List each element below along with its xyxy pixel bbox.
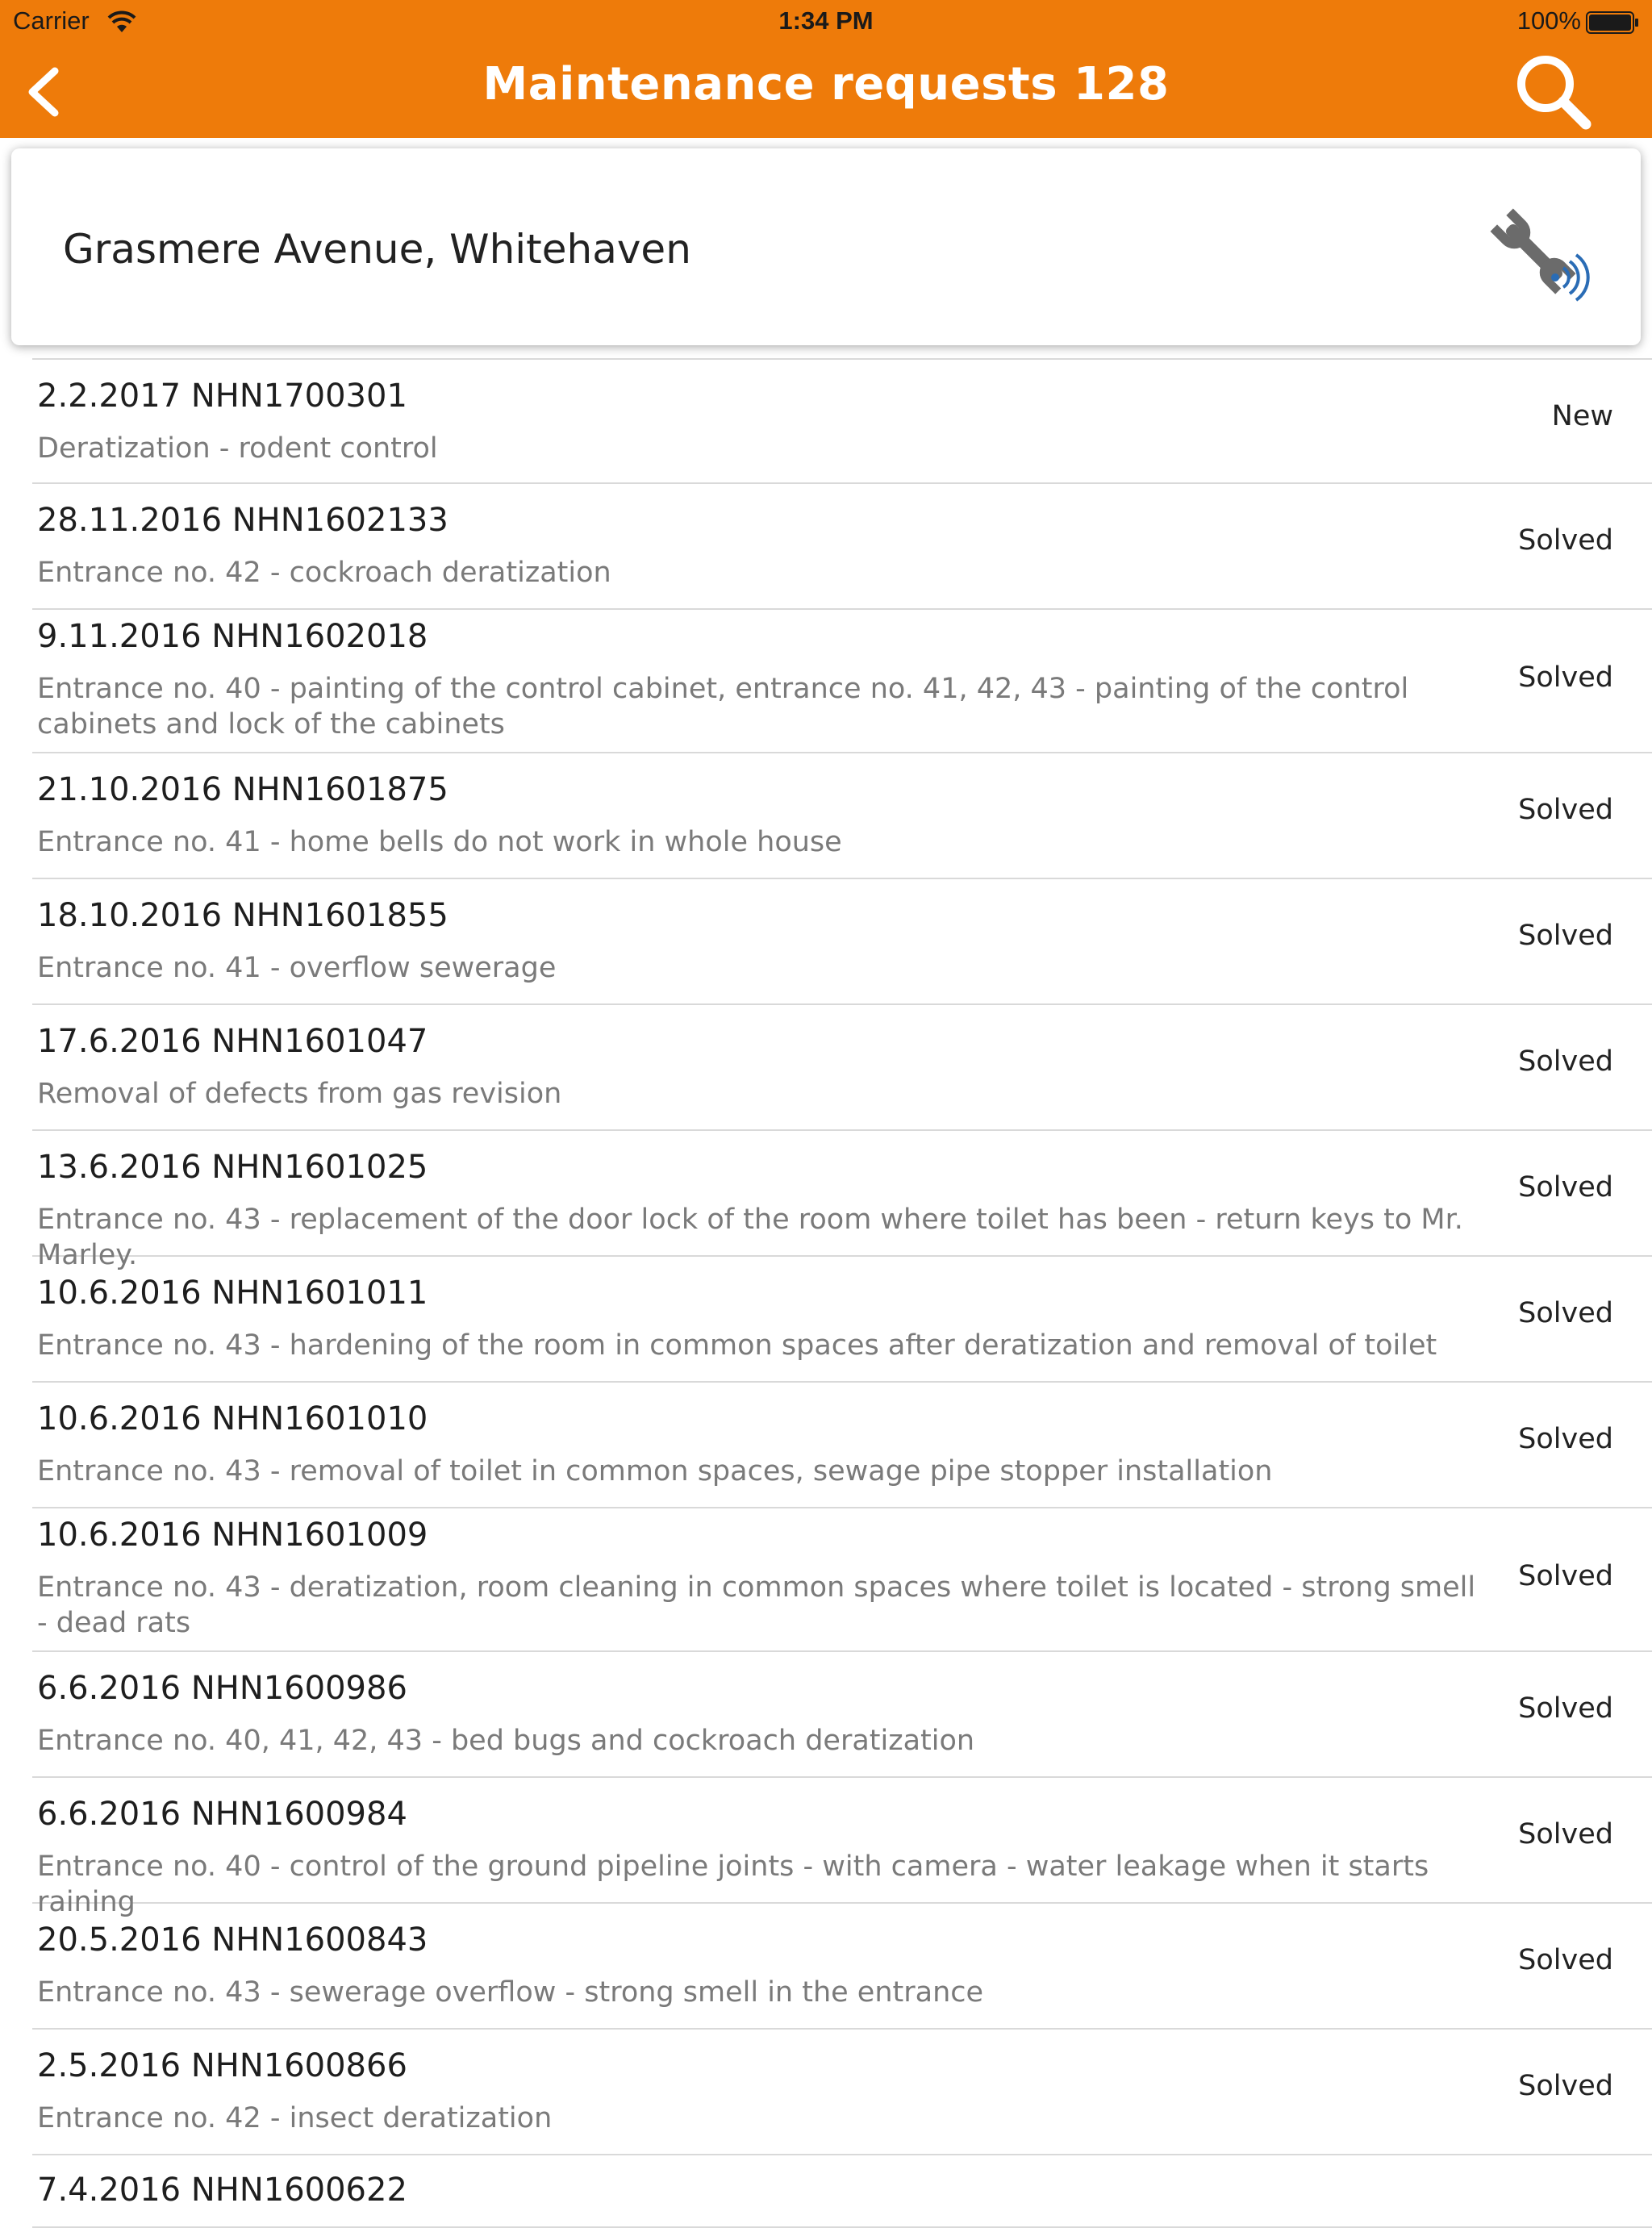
- request-description: Entrance no. 42 - insect deratization: [37, 2102, 553, 2134]
- request-description: Entrance no. 43 - hardening of the room in common spaces after deratization and removal of toilet: [37, 1329, 1437, 1362]
- list-item[interactable]: [32, 484, 1652, 610]
- request-title: 10.6.2016 NHN1601010: [37, 1400, 428, 1437]
- status-label: Solved: [1518, 661, 1613, 694]
- status-label: Solved: [1518, 1171, 1613, 1204]
- list-item[interactable]: [32, 1778, 1652, 1918]
- list-item[interactable]: [32, 1257, 1652, 1383]
- request-description: Entrance no. 41 - overflow sewerage: [37, 952, 557, 984]
- battery-percentage: 100%: [1516, 6, 1581, 35]
- request-title: 18.10.2016 NHN1601855: [37, 897, 448, 934]
- request-title: 21.10.2016 NHN1601875: [37, 771, 448, 808]
- page-title: Maintenance requests 128: [482, 58, 1170, 111]
- request-title: 9.11.2016 NHN1602018: [37, 618, 428, 655]
- request-title: 28.11.2016 NHN1602133: [37, 502, 448, 539]
- request-title: 6.6.2016 NHN1600986: [37, 1670, 407, 1707]
- status-bar: [0, 0, 1652, 45]
- status-label: Solved: [1518, 1818, 1613, 1850]
- request-description: Entrance no. 40, 41, 42, 43 - bed bugs and cockroach deratization: [37, 1725, 975, 1757]
- navigation-bar: [0, 45, 1652, 138]
- status-label: Solved: [1518, 524, 1613, 557]
- request-title: 17.6.2016 NHN1601047: [37, 1023, 428, 1060]
- list-item[interactable]: [32, 1508, 1652, 1652]
- address-card[interactable]: [11, 148, 1641, 345]
- list-item[interactable]: [32, 879, 1652, 1005]
- request-description: Removal of defects from gas revision: [37, 1078, 562, 1110]
- request-description: Entrance no. 43 - sewerage overflow - strong smell in the entrance: [37, 1976, 984, 2009]
- list-item[interactable]: [32, 1131, 1652, 1271]
- status-label: Solved: [1518, 1045, 1613, 1078]
- status-label: Solved: [1518, 794, 1613, 826]
- request-title: 2.5.2016 NHN1600866: [37, 2047, 407, 2084]
- request-description: Entrance no. 41 - home bells do not work in whole house: [37, 826, 842, 858]
- carrier-label: Carrier: [13, 6, 90, 35]
- list-item[interactable]: [32, 358, 1652, 484]
- list-item[interactable]: [32, 2030, 1652, 2155]
- request-title: 10.6.2016 NHN1601011: [37, 1275, 428, 1312]
- list-item[interactable]: [32, 1383, 1652, 1508]
- request-description: Entrance no. 40 - painting of the control cabinet, entrance no. 41, 42, 43 - painting of the control cabinets and lock of the cabinets: [37, 673, 1409, 741]
- list-item[interactable]: [32, 753, 1652, 879]
- list-item[interactable]: [32, 610, 1652, 753]
- request-title: 2.2.2017 NHN1700301: [37, 378, 407, 415]
- address-label: Grasmere Avenue, Whitehaven: [63, 226, 691, 273]
- status-label: Solved: [1518, 1560, 1613, 1592]
- request-description: Entrance no. 42 - cockroach deratization: [37, 557, 611, 589]
- list-item[interactable]: [32, 1005, 1652, 1131]
- request-title: 6.6.2016 NHN1600984: [37, 1796, 407, 1833]
- status-label: Solved: [1518, 1944, 1613, 1976]
- wrench-wireless-icon[interactable]: [1486, 200, 1591, 305]
- status-label: Solved: [1518, 2070, 1613, 2102]
- status-label: Solved: [1518, 920, 1613, 952]
- clock: 1:34 PM: [778, 6, 874, 35]
- request-description: Entrance no. 43 - removal of toilet in common spaces, sewage pipe stopper installation: [37, 1455, 1273, 1487]
- request-title: 20.5.2016 NHN1600843: [37, 1921, 428, 1959]
- list-item[interactable]: [32, 1652, 1652, 1778]
- status-label: Solved: [1518, 1297, 1613, 1329]
- request-description: Deratization - rodent control: [37, 432, 438, 465]
- list-item[interactable]: [32, 2155, 1652, 2228]
- request-title: 10.6.2016 NHN1601009: [37, 1517, 428, 1554]
- battery-icon: [1586, 11, 1639, 34]
- status-label: New: [1551, 400, 1613, 432]
- request-title: 7.4.2016 NHN1600622: [37, 2172, 407, 2209]
- status-label: Solved: [1518, 1692, 1613, 1725]
- maintenance-request-list: [0, 358, 1652, 2228]
- list-item[interactable]: [32, 1904, 1652, 2030]
- request-title: 13.6.2016 NHN1601025: [37, 1149, 428, 1186]
- status-label: Solved: [1518, 1423, 1613, 1455]
- request-description: Entrance no. 43 - deratization, room cleaning in common spaces where toilet is located - strong smell - dead rats: [37, 1571, 1476, 1639]
- request-description: Entrance no. 40 - control of the ground pipeline joints - with camera - water leakage when it starts raining: [37, 1850, 1429, 1918]
- search-icon[interactable]: [1510, 50, 1599, 134]
- request-description: Entrance no. 43 - replacement of the door lock of the room where toilet has been - return keys to Mr. Marley.: [37, 1204, 1463, 1271]
